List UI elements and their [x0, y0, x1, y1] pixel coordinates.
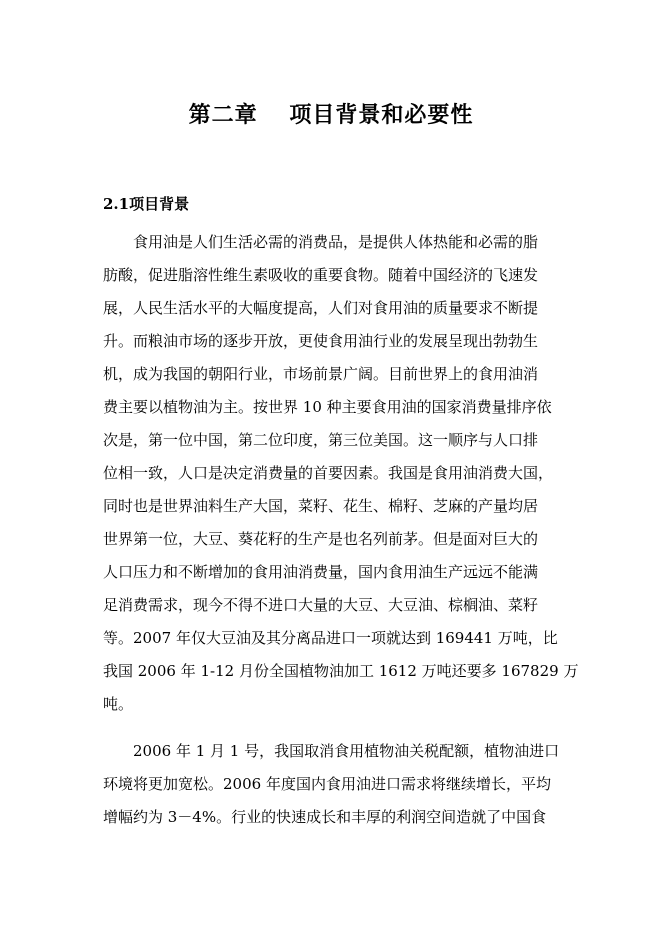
- paragraph-line: 2006 年 1 月 1 号，我国取消食用植物油关税配额，植物油进口: [133, 742, 560, 760]
- chapter-title: 第二章 项目背景和必要性: [188, 102, 474, 128]
- paragraph-line: 食用油是人们生活必需的消费品，是提供人体热能和必需的脂: [133, 233, 539, 251]
- paragraph-line: 世界第一位，大豆、葵花籽的生产是也名列前茅。但是面对巨大的: [103, 530, 539, 548]
- paragraph-line: 足消费需求，现今不得不进口大量的大豆、大豆油、棕榈油、菜籽: [103, 596, 539, 614]
- paragraph-line: 机，成为我国的朝阳行业，市场前景广阔。目前世界上的食用油消: [103, 365, 539, 383]
- paragraph-line: 次是，第一位中国，第二位印度，第三位美国。这一顺序与人口排: [103, 431, 539, 449]
- paragraph-line: 升。而粮油市场的逐步开放，更使食用油行业的发展呈现出勃勃生: [103, 332, 539, 350]
- paragraph-line: 我国 2006 年 1-12 月份全国植物油加工 1612 万吨还要多 167829 万: [103, 662, 579, 680]
- section-heading: 2.1项目背景: [103, 195, 190, 213]
- paragraph-line: 肪酸，促进脂溶性维生素吸收的重要食物。随着中国经济的飞速发: [103, 266, 539, 284]
- paragraph-line: 环境将更加宽松。2006 年度国内食用油进口需求将继续增长，平均: [103, 775, 551, 793]
- paragraph-line: 吨。: [103, 695, 134, 713]
- paragraph-line: 增幅约为 3－4%。行业的快速成长和丰厚的利润空间造就了中国食: [103, 808, 547, 826]
- paragraph-line: 费主要以植物油为主。按世界 10 种主要食用油的国家消费量排序依: [103, 398, 552, 416]
- paragraph-line: 展，人民生活水平的大幅度提高，人们对食用油的质量要求不断提: [103, 299, 539, 317]
- paragraph-line: 位相一致，人口是决定消费量的首要因素。我国是食用油消费大国，: [103, 464, 554, 482]
- paragraph-line: 等。2007 年仅大豆油及其分离品进口一项就达到 169441 万吨，比: [103, 629, 558, 647]
- paragraph-line: 同时也是世界油料生产大国，菜籽、花生、棉籽、芝麻的产量均居: [103, 497, 539, 515]
- paragraph-line: 人口压力和不断增加的食用油消费量，国内食用油生产远远不能满: [103, 563, 539, 581]
